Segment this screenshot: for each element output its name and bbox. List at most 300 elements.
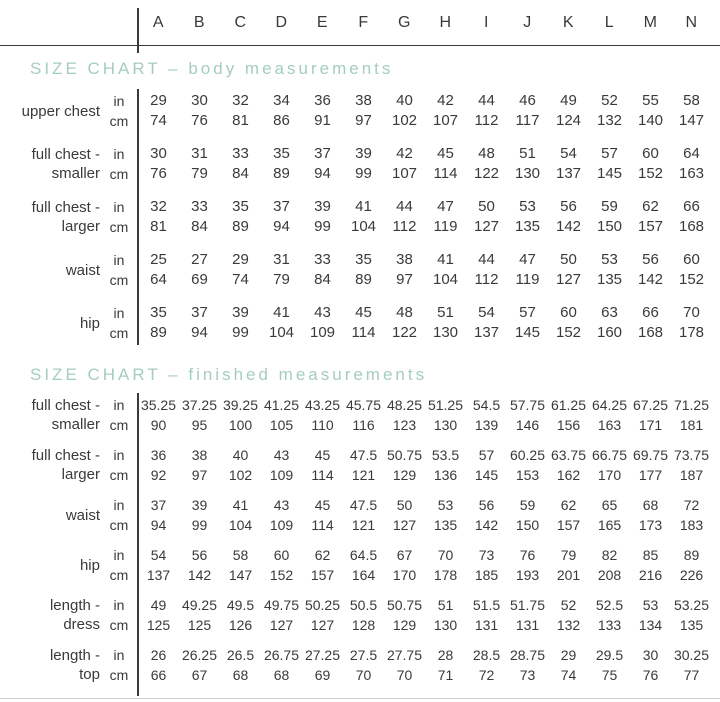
- value-cell: 76: [191, 112, 208, 129]
- value-cell: 49.25: [181, 597, 218, 613]
- value-cell: 42: [437, 92, 454, 109]
- value-cell: 33: [314, 251, 331, 268]
- value-cell: 137: [146, 567, 171, 583]
- value-cell: 123: [392, 417, 417, 433]
- value-cell: 50: [478, 198, 495, 215]
- value-cell: 128: [351, 617, 376, 633]
- row-label-line1: length -: [49, 647, 100, 664]
- value-cell: 81: [150, 218, 167, 235]
- value-cell: 109: [269, 517, 294, 533]
- value-cell: 36: [150, 447, 167, 463]
- value-cell: 135: [433, 517, 458, 533]
- value-cell: 43: [273, 447, 290, 463]
- row-label: [0, 144, 100, 184]
- value-cell: 53.5: [431, 447, 460, 463]
- vertical-divider: [137, 393, 139, 696]
- column-header-letter: I: [484, 13, 489, 31]
- value-cell: 171: [638, 417, 663, 433]
- value-cell: 26.75: [263, 647, 300, 663]
- value-cell: 51: [437, 304, 454, 321]
- value-cell: 38: [191, 447, 208, 463]
- value-cell: 50: [396, 497, 413, 513]
- value-cell: 60: [273, 547, 290, 563]
- value-cell: 67: [191, 667, 208, 683]
- value-cell: 64.25: [591, 397, 628, 413]
- value-cell: 126: [228, 617, 253, 633]
- value-cell: 51.5: [472, 597, 501, 613]
- value-cell: 28.75: [509, 647, 546, 663]
- value-cell: 150: [596, 218, 623, 235]
- value-cell: 27.5: [349, 647, 378, 663]
- value-cell: 77: [683, 667, 700, 683]
- value-cell: 43: [273, 497, 290, 513]
- unit-label-cm: cm: [109, 517, 129, 533]
- value-cell: 37: [191, 304, 208, 321]
- value-cell: 60: [642, 145, 659, 162]
- value-cell: 29: [150, 92, 167, 109]
- value-cell: 150: [515, 517, 540, 533]
- value-cell: 76: [642, 667, 659, 683]
- value-cell: 70: [355, 667, 372, 683]
- value-cell: 114: [311, 467, 334, 483]
- value-cell: 56: [191, 547, 208, 563]
- value-cell: 49.75: [263, 597, 300, 613]
- finished-measurement-rows: [0, 395, 720, 696]
- value-cell: 147: [228, 567, 253, 583]
- value-cell: 35: [150, 304, 167, 321]
- unit-label-cm: cm: [109, 325, 129, 341]
- column-header-row: [0, 0, 720, 46]
- value-cell: 121: [351, 517, 376, 533]
- value-cell: 163: [597, 417, 622, 433]
- value-cell: 109: [309, 324, 336, 341]
- value-cell: 55: [642, 92, 659, 109]
- value-cell: 63.75: [550, 447, 587, 463]
- value-cell: 28.5: [472, 647, 501, 663]
- measurement-row: [0, 91, 720, 131]
- measurement-row: [0, 395, 720, 435]
- row-label-line1: upper chest: [21, 102, 100, 120]
- value-cell: 61.25: [550, 397, 587, 413]
- value-cell: 170: [392, 567, 417, 583]
- value-cell: 30: [150, 145, 167, 162]
- value-cell: 41: [232, 497, 249, 513]
- value-cell: 109: [269, 467, 294, 483]
- value-cell: 26.25: [181, 647, 218, 663]
- value-cell: 187: [679, 467, 704, 483]
- value-cell: 145: [474, 467, 499, 483]
- value-cell: 30.25: [673, 647, 710, 663]
- value-cell: 130: [514, 165, 541, 182]
- value-cell: 84: [191, 218, 208, 235]
- value-cell: 165: [597, 517, 622, 533]
- value-cell: 57.75: [509, 397, 546, 413]
- unit-label-in: in: [113, 93, 125, 109]
- value-cell: 60.25: [509, 447, 546, 463]
- value-cell: 156: [556, 417, 581, 433]
- value-cell: 58: [232, 547, 249, 563]
- header-vertical-divider: [137, 8, 139, 53]
- unit-label-in: in: [113, 647, 125, 663]
- row-label-line1: hip: [79, 556, 100, 574]
- value-cell: 127: [392, 517, 417, 533]
- value-cell: 37: [314, 145, 331, 162]
- value-cell: 139: [474, 417, 499, 433]
- value-cell: 67.25: [632, 397, 669, 413]
- value-cell: 86: [273, 112, 290, 129]
- value-cell: 105: [269, 417, 294, 433]
- unit-label-in: in: [113, 252, 125, 268]
- value-cell: 57: [519, 304, 536, 321]
- value-cell: 34: [273, 92, 290, 109]
- value-cell: 47: [519, 251, 536, 268]
- value-cell: 104: [350, 218, 377, 235]
- value-cell: 47.5: [349, 497, 378, 513]
- value-cell: 135: [596, 271, 623, 288]
- row-label-line1: full chest -: [31, 447, 100, 464]
- value-cell: 125: [187, 617, 212, 633]
- value-cell: 90: [150, 417, 167, 433]
- value-cell: 142: [187, 567, 212, 583]
- section-title-body: SIZE CHART – body measurements: [30, 59, 394, 78]
- unit-label-in: in: [113, 597, 125, 613]
- row-label: [0, 91, 100, 131]
- measurement-row: [0, 545, 720, 585]
- unit-label-cm: cm: [109, 417, 129, 433]
- value-cell: 50.75: [386, 597, 423, 613]
- row-label: [0, 645, 100, 685]
- bottom-rule: [0, 698, 720, 699]
- value-cell: 51: [519, 145, 536, 162]
- measurement-row: [0, 197, 720, 237]
- value-cell: 43.25: [304, 397, 341, 413]
- value-cell: 152: [637, 165, 664, 182]
- value-cell: 64.5: [349, 547, 378, 563]
- value-cell: 44: [396, 198, 413, 215]
- value-cell: 51.75: [509, 597, 546, 613]
- value-cell: 59: [601, 198, 618, 215]
- value-cell: 119: [433, 218, 458, 235]
- value-cell: 125: [146, 617, 171, 633]
- value-cell: 201: [556, 567, 581, 583]
- value-cell: 163: [678, 165, 705, 182]
- value-cell: 68: [232, 667, 249, 683]
- value-cell: 99: [232, 324, 249, 341]
- value-cell: 73: [478, 547, 495, 563]
- value-cell: 54.5: [472, 397, 501, 413]
- value-cell: 134: [638, 617, 663, 633]
- value-cell: 33: [232, 145, 249, 162]
- value-cell: 27.75: [386, 647, 423, 663]
- body-measurement-rows: [0, 91, 720, 357]
- value-cell: 35: [232, 198, 249, 215]
- value-cell: 185: [474, 567, 499, 583]
- value-cell: 33: [191, 198, 208, 215]
- value-cell: 178: [433, 567, 458, 583]
- row-label-line1: length -: [49, 597, 100, 614]
- value-cell: 41: [437, 251, 454, 268]
- value-cell: 76: [519, 547, 536, 563]
- value-cell: 74: [150, 112, 167, 129]
- value-cell: 60: [560, 304, 577, 321]
- value-cell: 73: [519, 667, 536, 683]
- value-cell: 135: [679, 617, 704, 633]
- value-cell: 160: [596, 324, 623, 341]
- measurement-row: [0, 144, 720, 184]
- value-cell: 40: [232, 447, 249, 463]
- value-cell: 30: [191, 92, 208, 109]
- value-cell: 74: [560, 667, 577, 683]
- value-cell: 44: [478, 251, 495, 268]
- value-cell: 25: [150, 251, 167, 268]
- column-header-letter: G: [398, 13, 411, 31]
- value-cell: 52: [601, 92, 618, 109]
- unit-label-cm: cm: [109, 166, 129, 182]
- value-cell: 89: [683, 547, 700, 563]
- value-cell: 127: [555, 271, 582, 288]
- value-cell: 49.5: [226, 597, 255, 613]
- unit-label-cm: cm: [109, 667, 129, 683]
- value-cell: 39: [191, 497, 208, 513]
- value-cell: 157: [310, 567, 335, 583]
- value-cell: 76: [150, 165, 167, 182]
- column-header-letter: K: [562, 13, 575, 31]
- value-cell: 114: [351, 324, 376, 341]
- value-cell: 170: [597, 467, 622, 483]
- value-cell: 70: [437, 547, 454, 563]
- column-header-letter: N: [685, 13, 698, 31]
- row-label: [0, 395, 100, 435]
- value-cell: 82: [601, 547, 618, 563]
- value-cell: 173: [638, 517, 663, 533]
- value-cell: 50.5: [349, 597, 378, 613]
- value-cell: 162: [556, 467, 581, 483]
- row-label: [0, 545, 100, 585]
- value-cell: 94: [273, 218, 290, 235]
- value-cell: 146: [515, 417, 540, 433]
- value-cell: 64: [150, 271, 167, 288]
- value-cell: 45: [314, 447, 331, 463]
- measurement-row: [0, 595, 720, 635]
- value-cell: 119: [515, 271, 540, 288]
- value-cell: 84: [232, 165, 249, 182]
- value-cell: 51.25: [427, 397, 464, 413]
- value-cell: 43: [314, 304, 331, 321]
- value-cell: 65: [601, 497, 618, 513]
- value-cell: 31: [191, 145, 208, 162]
- row-label-line2: top: [79, 666, 100, 683]
- value-cell: 136: [433, 467, 458, 483]
- value-cell: 89: [232, 218, 249, 235]
- value-cell: 157: [556, 517, 581, 533]
- value-cell: 58: [683, 92, 700, 109]
- value-cell: 114: [311, 517, 334, 533]
- value-cell: 56: [478, 497, 495, 513]
- unit-label-cm: cm: [109, 219, 129, 235]
- value-cell: 97: [355, 112, 372, 129]
- unit-label-cm: cm: [109, 617, 129, 633]
- unit-label-in: in: [113, 497, 125, 513]
- row-label-line1: waist: [65, 261, 100, 279]
- value-cell: 69: [191, 271, 208, 288]
- value-cell: 112: [392, 218, 417, 235]
- value-cell: 40: [396, 92, 413, 109]
- value-cell: 178: [678, 324, 705, 341]
- value-cell: 127: [310, 617, 335, 633]
- value-cell: 41: [355, 198, 372, 215]
- value-cell: 69: [314, 667, 331, 683]
- unit-label-cm: cm: [109, 272, 129, 288]
- value-cell: 54: [150, 547, 167, 563]
- value-cell: 107: [391, 165, 418, 182]
- row-label-line2: smaller: [51, 165, 100, 182]
- value-cell: 49: [150, 597, 167, 613]
- value-cell: 42: [396, 145, 413, 162]
- measurement-row: [0, 445, 720, 485]
- value-cell: 48.25: [386, 397, 423, 413]
- value-cell: 72: [683, 497, 700, 513]
- value-cell: 46: [519, 92, 536, 109]
- value-cell: 47.5: [349, 447, 378, 463]
- value-cell: 48: [478, 145, 495, 162]
- value-cell: 135: [514, 218, 541, 235]
- value-cell: 89: [273, 165, 290, 182]
- section-body-measurements: [0, 59, 720, 357]
- value-cell: 29.5: [595, 647, 624, 663]
- value-cell: 54: [560, 145, 577, 162]
- value-cell: 66: [150, 667, 167, 683]
- value-cell: 89: [150, 324, 167, 341]
- value-cell: 32: [150, 198, 167, 215]
- value-cell: 56: [560, 198, 577, 215]
- column-header-letter: B: [193, 13, 206, 31]
- value-cell: 49: [560, 92, 577, 109]
- value-cell: 129: [392, 617, 417, 633]
- value-cell: 41: [273, 304, 290, 321]
- value-cell: 157: [637, 218, 664, 235]
- value-cell: 130: [433, 617, 458, 633]
- value-cell: 181: [679, 417, 704, 433]
- value-cell: 70: [683, 304, 700, 321]
- unit-label-in: in: [113, 305, 125, 321]
- value-cell: 132: [596, 112, 623, 129]
- value-cell: 50: [560, 251, 577, 268]
- value-cell: 30: [642, 647, 659, 663]
- value-cell: 35: [273, 145, 290, 162]
- value-cell: 102: [391, 112, 418, 129]
- unit-label-in: in: [113, 199, 125, 215]
- unit-label-in: in: [113, 447, 125, 463]
- value-cell: 38: [355, 92, 372, 109]
- value-cell: 62: [560, 497, 577, 513]
- value-cell: 72: [478, 667, 495, 683]
- value-cell: 35: [355, 251, 372, 268]
- measurement-row: [0, 303, 720, 343]
- value-cell: 56: [642, 251, 659, 268]
- unit-label-cm: cm: [109, 467, 129, 483]
- value-cell: 37: [150, 497, 167, 513]
- column-header-letter: H: [439, 13, 452, 31]
- unit-label-cm: cm: [109, 567, 129, 583]
- row-label-line1: full chest -: [31, 199, 100, 216]
- value-cell: 66: [642, 304, 659, 321]
- column-header-letter: A: [152, 13, 165, 31]
- value-cell: 38: [396, 251, 413, 268]
- value-cell: 117: [515, 112, 540, 129]
- row-label: [0, 250, 100, 290]
- value-cell: 41.25: [263, 397, 300, 413]
- value-cell: 97: [191, 467, 208, 483]
- column-header-letter: L: [604, 13, 615, 31]
- value-cell: 102: [228, 467, 253, 483]
- value-cell: 81: [232, 112, 249, 129]
- value-cell: 39: [355, 145, 372, 162]
- column-header-letter: C: [234, 13, 247, 31]
- value-cell: 85: [642, 547, 659, 563]
- value-cell: 208: [597, 567, 622, 583]
- value-cell: 107: [432, 112, 459, 129]
- value-cell: 99: [355, 165, 372, 182]
- value-cell: 31: [273, 251, 290, 268]
- value-cell: 28: [437, 647, 454, 663]
- value-cell: 53: [519, 198, 536, 215]
- value-cell: 79: [273, 271, 290, 288]
- value-cell: 29: [560, 647, 577, 663]
- column-header-letter: M: [643, 13, 658, 31]
- row-label-line2: larger: [61, 218, 100, 235]
- value-cell: 45: [314, 497, 331, 513]
- value-cell: 45: [355, 304, 372, 321]
- value-cell: 104: [432, 271, 459, 288]
- value-cell: 71: [437, 667, 454, 683]
- value-cell: 39: [314, 198, 331, 215]
- value-cell: 47: [437, 198, 454, 215]
- value-cell: 29: [232, 251, 249, 268]
- value-cell: 127: [473, 218, 500, 235]
- column-header-letter: J: [523, 13, 532, 31]
- value-cell: 63: [601, 304, 618, 321]
- value-cell: 124: [555, 112, 582, 129]
- value-cell: 45: [437, 145, 454, 162]
- value-cell: 177: [638, 467, 663, 483]
- value-cell: 122: [391, 324, 418, 341]
- value-cell: 64: [683, 145, 700, 162]
- value-cell: 133: [597, 617, 622, 633]
- value-cell: 99: [191, 517, 208, 533]
- value-cell: 45.75: [345, 397, 382, 413]
- value-cell: 140: [637, 112, 664, 129]
- value-cell: 62: [314, 547, 331, 563]
- column-header-letter: E: [316, 13, 329, 31]
- value-cell: 66.75: [591, 447, 628, 463]
- value-cell: 142: [474, 517, 499, 533]
- value-cell: 142: [555, 218, 582, 235]
- value-cell: 193: [515, 567, 540, 583]
- value-cell: 97: [396, 271, 413, 288]
- unit-label-in: in: [113, 547, 125, 563]
- row-label-line2: dress: [63, 616, 100, 633]
- value-cell: 145: [596, 165, 623, 182]
- value-cell: 183: [679, 517, 704, 533]
- value-cell: 52.5: [595, 597, 624, 613]
- value-cell: 53: [437, 497, 454, 513]
- value-cell: 54: [478, 304, 495, 321]
- value-cell: 35.25: [140, 397, 177, 413]
- row-label: [0, 197, 100, 237]
- value-cell: 37: [273, 198, 290, 215]
- value-cell: 131: [515, 617, 540, 633]
- value-cell: 59: [519, 497, 536, 513]
